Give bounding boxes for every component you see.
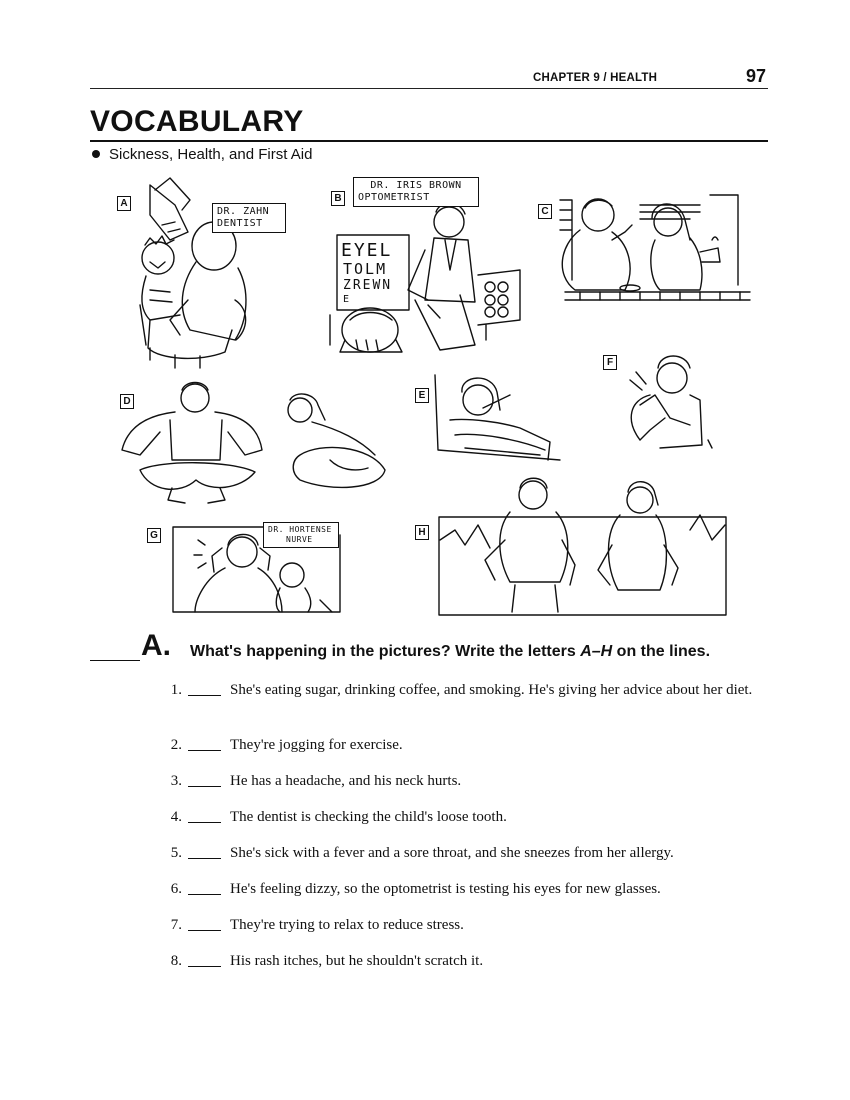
answer-blank[interactable] bbox=[188, 966, 221, 967]
instruction-range: A–H bbox=[580, 643, 613, 660]
picture-c-diet-advice bbox=[560, 195, 750, 300]
item-text: He has a headache, and his neck hurts. bbox=[230, 773, 462, 789]
item-text: She's eating sugar, drinking coffee, and smoking. He's giving her advice about her diet. bbox=[230, 682, 753, 698]
sign-line: DR. HORTENSE bbox=[268, 525, 332, 534]
eye-chart-line-2: TOLM bbox=[343, 260, 388, 278]
picture-label-b: B bbox=[331, 191, 345, 206]
page-title: VOCABULARY bbox=[90, 105, 304, 138]
answer-blank[interactable] bbox=[188, 822, 221, 823]
item-number: 5. bbox=[170, 845, 182, 861]
sign-line: DR. IRIS BROWN bbox=[370, 180, 462, 191]
answer-blank[interactable] bbox=[188, 858, 221, 859]
instruction-post: on the lines. bbox=[612, 643, 711, 660]
exercise-a-heading bbox=[90, 629, 770, 663]
picture-h-jogging bbox=[439, 478, 726, 615]
item-number: 4. bbox=[170, 809, 182, 825]
item-text: He's feeling dizzy, so the optometrist is testing his eyes for new glasses. bbox=[230, 881, 661, 897]
item-text: They're jogging for exercise. bbox=[230, 737, 403, 753]
sign-line: NURVE bbox=[286, 535, 313, 544]
section-rule bbox=[90, 660, 140, 661]
item-text: His rash itches, but he shouldn't scratch it. bbox=[230, 953, 484, 969]
answer-blank[interactable] bbox=[188, 695, 221, 696]
answer-blank[interactable] bbox=[188, 930, 221, 931]
chapter-header: CHAPTER 9 / HEALTH bbox=[533, 72, 658, 84]
sign-line: OPTOMETRIST bbox=[358, 192, 430, 203]
item-number: 7. bbox=[170, 917, 182, 933]
answer-blank[interactable] bbox=[188, 750, 221, 751]
picture-label-h: H bbox=[415, 525, 429, 540]
answer-blank[interactable] bbox=[188, 894, 221, 895]
sign-line: DR. ZAHN bbox=[217, 206, 270, 217]
picture-label-d: D bbox=[120, 394, 134, 409]
item-number: 3. bbox=[170, 773, 182, 789]
picture-f-rash bbox=[630, 356, 712, 448]
item-text: The dentist is checking the child's loose tooth. bbox=[230, 809, 507, 825]
eye-chart-line-4: E bbox=[343, 294, 352, 305]
sign-line: DENTIST bbox=[217, 218, 263, 229]
picture-e-sick-woman bbox=[435, 375, 560, 460]
picture-label-a: A bbox=[117, 196, 131, 211]
item-number: 6. bbox=[170, 881, 182, 897]
picture-label-g: G bbox=[147, 528, 161, 543]
item-number: 2. bbox=[170, 737, 182, 753]
eye-chart-line-1: EYEL bbox=[341, 240, 393, 261]
sign-dr-hortense bbox=[263, 522, 339, 548]
sign-dr-iris-brown bbox=[353, 177, 479, 207]
sign-dr-zahn bbox=[212, 203, 286, 233]
picture-label-e: E bbox=[415, 388, 429, 403]
picture-label-f: F bbox=[603, 355, 617, 370]
item-text: They're trying to relax to reduce stress. bbox=[230, 917, 464, 933]
picture-d-relaxing bbox=[122, 383, 385, 504]
exercise-instruction bbox=[190, 642, 710, 662]
item-number: 8. bbox=[170, 953, 182, 969]
picture-label-c: C bbox=[538, 204, 552, 219]
page-number: 97 bbox=[746, 66, 767, 86]
exercise-letter: A. bbox=[141, 629, 171, 662]
instruction-pre: What's happening in the pictures? Write the letters bbox=[190, 643, 581, 660]
answer-blank[interactable] bbox=[188, 786, 221, 787]
subtitle-text: Sickness, Health, and First Aid bbox=[109, 146, 313, 163]
item-text: She's sick with a fever and a sore throat, and she sneezes from her allergy. bbox=[230, 845, 674, 861]
eye-chart-line-3: ZREWN bbox=[343, 278, 393, 293]
item-number: 1. bbox=[170, 682, 182, 698]
